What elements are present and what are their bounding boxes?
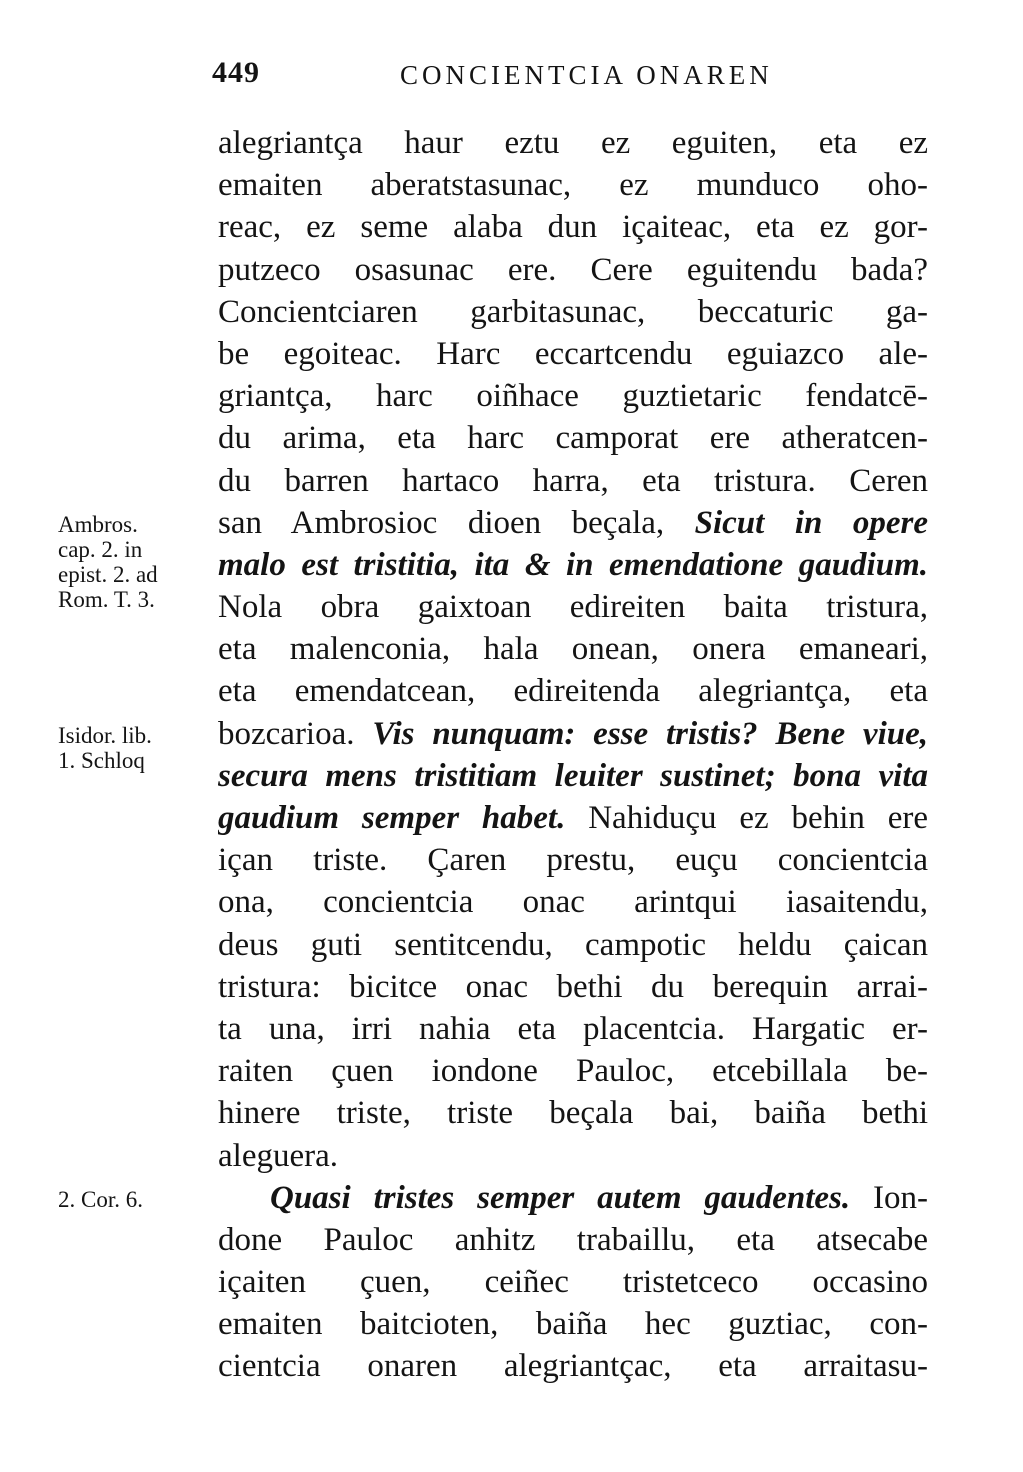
margin-note-line: 2. Cor. 6. bbox=[58, 1187, 143, 1212]
text-line bbox=[218, 1219, 928, 1261]
text-line bbox=[218, 1261, 928, 1303]
margin-note-line: Rom. T. 3. bbox=[58, 586, 155, 612]
text-line bbox=[218, 586, 928, 628]
text-line bbox=[218, 1345, 928, 1387]
line-text: raiten çuen iondone Pauloc, etcebillala be- bbox=[218, 1053, 928, 1090]
text-line bbox=[218, 206, 928, 248]
text-line bbox=[218, 628, 928, 670]
text-line bbox=[218, 122, 928, 164]
text-line bbox=[218, 1092, 928, 1134]
line-text: hinere triste, triste beçala bai, baiña bethi bbox=[218, 1095, 928, 1132]
line-text: aleguera. bbox=[218, 1137, 338, 1174]
line-text: Nahiduçu ez behin ere bbox=[588, 800, 928, 836]
margin-note bbox=[58, 512, 158, 612]
line-text: eta malenconia, hala onean, onera emaneari, bbox=[218, 631, 928, 668]
text-line bbox=[218, 249, 928, 291]
text-line bbox=[218, 924, 928, 966]
line-text: Ion- bbox=[873, 1179, 928, 1216]
line-text: du barren hartaco harra, eta tristura. Ceren bbox=[218, 462, 928, 499]
latin-quote: Sicut in opere bbox=[694, 504, 928, 541]
line-text: içaiten çuen, ceiñec tristetceco occasino bbox=[218, 1264, 928, 1301]
text-line bbox=[218, 797, 928, 839]
text-line bbox=[218, 164, 928, 206]
text-line bbox=[218, 544, 928, 586]
line-text: eta emendatcean, edireitenda alegriantça, eta bbox=[218, 673, 928, 710]
text-line bbox=[218, 1008, 928, 1050]
page-number: 449 bbox=[212, 56, 260, 89]
line-text: cientcia onaren alegriantçac, eta arraitasu- bbox=[218, 1348, 928, 1385]
margin-note-line: cap. 2. in bbox=[58, 536, 143, 562]
text-line bbox=[218, 375, 928, 417]
text-line bbox=[218, 670, 928, 712]
line-text: reac, ez seme alaba dun içaiteac, eta ez gor- bbox=[218, 209, 928, 246]
text-line bbox=[218, 1303, 928, 1345]
text-line bbox=[218, 1177, 928, 1219]
line-text: du arima, eta harc camporat ere atheratcen- bbox=[218, 420, 928, 457]
text-line bbox=[218, 333, 928, 375]
text-line bbox=[218, 713, 928, 755]
latin-quote: Vis nunquam: esse tristis? Bene viue, bbox=[372, 715, 928, 752]
text-line bbox=[218, 881, 928, 923]
line-text: be egoiteac. Harc eccartcendu eguiazco ale- bbox=[218, 335, 928, 372]
text-line bbox=[218, 502, 928, 544]
line-text: done Pauloc anhitz trabaillu, eta atsecabe bbox=[218, 1221, 928, 1258]
text-line bbox=[218, 839, 928, 881]
latin-quote: Quasi tristes semper autem gaudentes. bbox=[270, 1179, 851, 1216]
line-text: emaiten baitcioten, baiña hec guztiac, con- bbox=[218, 1306, 928, 1343]
text-line bbox=[218, 1050, 928, 1092]
latin-quote: malo est tristitia, ita & in emendatione gaudium. bbox=[218, 546, 928, 583]
line-text: alegriantça haur eztu ez eguiten, eta ez bbox=[218, 125, 928, 161]
line-text: emaiten aberatstasunac, ez munduco oho- bbox=[218, 167, 928, 204]
line-text: tristura: bicitce onac bethi du berequin arrai- bbox=[218, 968, 928, 1005]
margin-note bbox=[58, 1187, 143, 1212]
text-line bbox=[218, 417, 928, 459]
margin-note-line: Isidor. lib. bbox=[58, 722, 152, 748]
line-text: Concientciaren garbitasunac, beccaturic ga- bbox=[218, 293, 928, 330]
margin-note-line: epist. 2. ad bbox=[58, 561, 158, 587]
text-line bbox=[218, 291, 928, 333]
line-text: ona, concientcia onac arintqui iasaitendu, bbox=[218, 884, 928, 921]
margin-note-line: Ambros. bbox=[58, 511, 138, 537]
page-header bbox=[212, 56, 932, 100]
line-text: san Ambrosioc dioen beçala, bbox=[218, 504, 665, 541]
text-line bbox=[218, 460, 928, 502]
margin-note bbox=[58, 723, 152, 773]
margin-note-line: 1. Schloq bbox=[58, 747, 145, 773]
line-text: Nola obra gaixtoan edireiten baita tristura, bbox=[218, 589, 928, 626]
text-line bbox=[218, 1135, 928, 1177]
line-text: griantça, harc oiñhace guztietaric fendatcē- bbox=[218, 378, 928, 415]
line-text: içan triste. Çaren prestu, euçu concientcia bbox=[218, 842, 928, 879]
text-line bbox=[218, 966, 928, 1008]
body-text bbox=[218, 122, 928, 1388]
line-text: ta una, irri nahia eta placentcia. Hargatic er- bbox=[218, 1010, 928, 1047]
running-title: CONCIENTCIA ONAREN bbox=[400, 60, 773, 90]
line-text: putzeco osasunac ere. Cere eguitendu bada? bbox=[218, 251, 928, 288]
line-text: bozcarioa. bbox=[218, 715, 355, 752]
latin-quote: secura mens tristitiam leuiter sustinet; bona vita bbox=[218, 757, 928, 794]
latin-quote: gaudium semper habet. bbox=[218, 800, 566, 836]
line-text: deus guti sentitcendu, campotic heldu çaican bbox=[218, 926, 928, 963]
text-line bbox=[218, 755, 928, 797]
